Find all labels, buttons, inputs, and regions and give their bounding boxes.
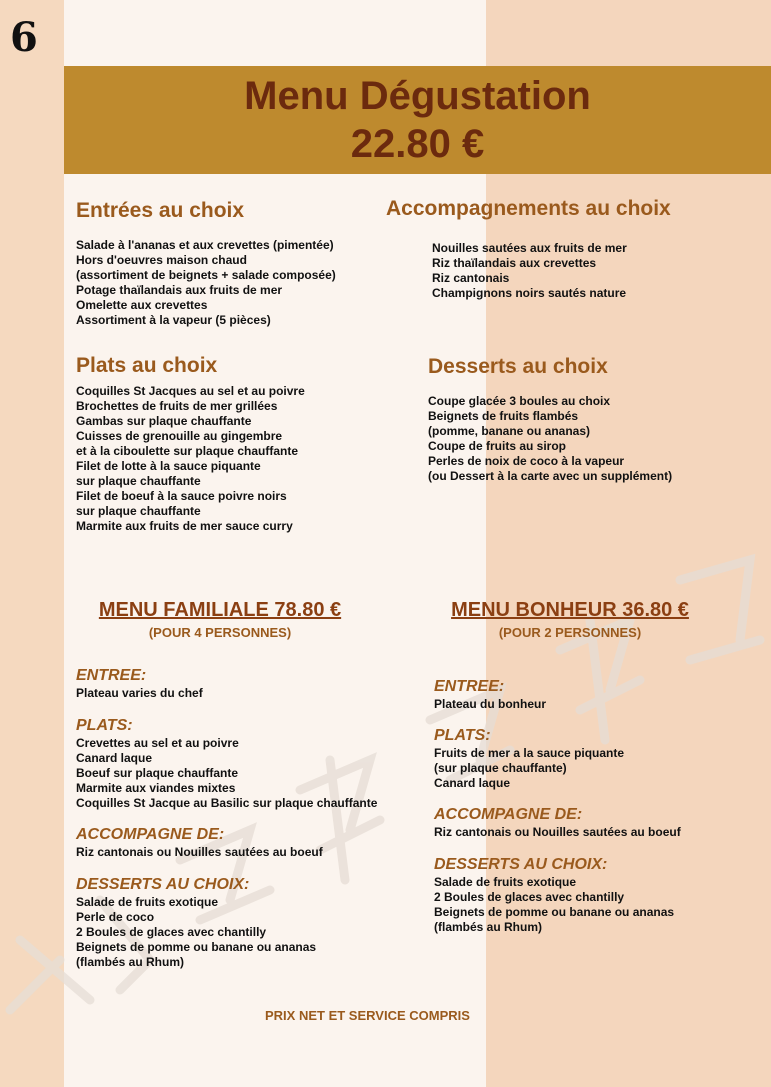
plats-title: Plats au choix — [76, 354, 218, 377]
list-item: Salade de fruits exotique — [76, 895, 219, 909]
list-item: Salade à l'ananas et aux crevettes (pimentée) — [76, 238, 334, 252]
accompagnements-list — [432, 241, 627, 301]
list-item: Plateau du bonheur — [434, 697, 547, 711]
list-item: Riz thaïlandais aux crevettes — [432, 256, 597, 270]
banner-title: Menu Dégustation — [244, 74, 591, 118]
list-item: Perles de noix de coco à la vapeur — [428, 454, 625, 468]
list-item: (pomme, banane ou ananas) — [428, 424, 591, 438]
list-item: Coupe glacée 3 boules au choix — [428, 394, 611, 408]
list-item: Brochettes de fruits de mer grillées — [76, 399, 278, 413]
page-number: 6 — [10, 14, 38, 61]
bonheur-plats-heading: PLATS: — [434, 727, 491, 744]
list-item: Marmite aux fruits de mer sauce curry — [76, 519, 293, 533]
list-item: Perle de coco — [76, 910, 155, 924]
list-item: Nouilles sautées aux fruits de mer — [432, 241, 627, 255]
list-item: Assortiment à la vapeur (5 pièces) — [76, 313, 271, 327]
familiale-desserts-list — [76, 895, 316, 970]
list-item: (flambés au Rhum) — [434, 920, 543, 934]
list-item: Riz cantonais ou Nouilles sautées au boeuf — [76, 845, 323, 859]
list-item: (assortiment de beignets + salade composée) — [76, 268, 336, 282]
list-item: Cuisses de grenouille au gingembre — [76, 429, 283, 443]
familiale-plats-list — [76, 736, 377, 811]
bonheur-entree-list — [434, 697, 546, 712]
bonheur-desserts-heading: DESSERTS AU CHOIX: — [434, 856, 608, 873]
list-item: Coquilles St Jacques au sel et au poivre — [76, 384, 305, 398]
desserts-list — [428, 394, 672, 484]
bonheur-accompagne-list — [434, 825, 681, 840]
familiale-accompagne-heading: ACCOMPAGNE DE: — [76, 826, 225, 843]
list-item: Coupe de fruits au sirop — [428, 439, 567, 453]
accompagnements-title: Accompagnements au choix — [386, 197, 671, 220]
footer-note: PRIX NET ET SERVICE COMPRIS — [265, 1008, 470, 1023]
familiale-entree-list — [76, 686, 203, 701]
list-item: Champignons noirs sautés nature — [432, 286, 627, 300]
desserts-title: Desserts au choix — [428, 355, 608, 378]
list-item: (ou Dessert à la carte avec un supplément) — [428, 469, 673, 483]
list-item: Canard laque — [434, 776, 511, 790]
list-item: 2 Boules de glaces avec chantilly — [76, 925, 267, 939]
list-item: sur plaque chauffante — [76, 474, 201, 488]
list-item: Potage thaïlandais aux fruits de mer — [76, 283, 283, 297]
list-item: Marmite aux viandes mixtes — [76, 781, 236, 795]
list-item: Gambas sur plaque chauffante — [76, 414, 252, 428]
list-item: (sur plaque chauffante) — [434, 761, 567, 775]
list-item: Beignets de fruits flambés — [428, 409, 579, 423]
bonheur-subtitle: (POUR 2 PERSONNES) — [498, 625, 642, 640]
bonheur-plats-list — [434, 746, 624, 791]
list-item: Beignets de pomme ou banane ou ananas — [434, 905, 675, 919]
list-item: Canard laque — [76, 751, 153, 765]
bonheur-entree-heading: ENTREE: — [434, 678, 505, 695]
list-item: sur plaque chauffante — [76, 504, 201, 518]
list-item: Crevettes au sel et au poivre — [76, 736, 239, 750]
familiale-entree-heading: ENTREE: — [76, 667, 147, 684]
tasting-menu-banner — [64, 66, 771, 174]
entrees-title: Entrées au choix — [76, 199, 245, 222]
list-item: Hors d'oeuvres maison chaud — [76, 253, 247, 267]
banner-price: 22.80 € — [350, 122, 485, 166]
list-item: Fruits de mer a la sauce piquante — [434, 746, 625, 760]
list-item: (flambés au Rhum) — [76, 955, 185, 969]
plats-list — [76, 384, 305, 534]
bonheur-accompagne-heading: ACCOMPAGNE DE: — [434, 806, 583, 823]
familiale-title: MENU FAMILIALE 78.80 € — [98, 599, 342, 621]
familiale-plats-heading: PLATS: — [76, 717, 133, 734]
familiale-accompagne-list — [76, 845, 323, 860]
familiale-subtitle: (POUR 4 PERSONNES) — [148, 625, 292, 640]
list-item: Filet de boeuf à la sauce poivre noirs — [76, 489, 287, 503]
list-item: Boeuf sur plaque chauffante — [76, 766, 239, 780]
list-item: et à la ciboulette sur plaque chauffante — [76, 444, 299, 458]
list-item: Beignets de pomme ou banane ou ananas — [76, 940, 317, 954]
list-item: Plateau varies du chef — [76, 686, 203, 700]
bonheur-title: MENU BONHEUR 36.80 € — [451, 599, 689, 621]
list-item: Riz cantonais — [432, 271, 510, 285]
left-margin-band — [0, 0, 64, 1087]
list-item: Omelette aux crevettes — [76, 298, 208, 312]
list-item: Salade de fruits exotique — [434, 875, 577, 889]
list-item: 2 Boules de glaces avec chantilly — [434, 890, 625, 904]
list-item: Coquilles St Jacque au Basilic sur plaque chauffante — [76, 796, 378, 810]
entrees-list — [76, 238, 336, 328]
bonheur-desserts-list — [434, 875, 674, 935]
familiale-desserts-heading: DESSERTS AU CHOIX: — [76, 876, 250, 893]
list-item: Filet de lotte à la sauce piquante — [76, 459, 261, 473]
list-item: Riz cantonais ou Nouilles sautées au boeuf — [434, 825, 681, 839]
